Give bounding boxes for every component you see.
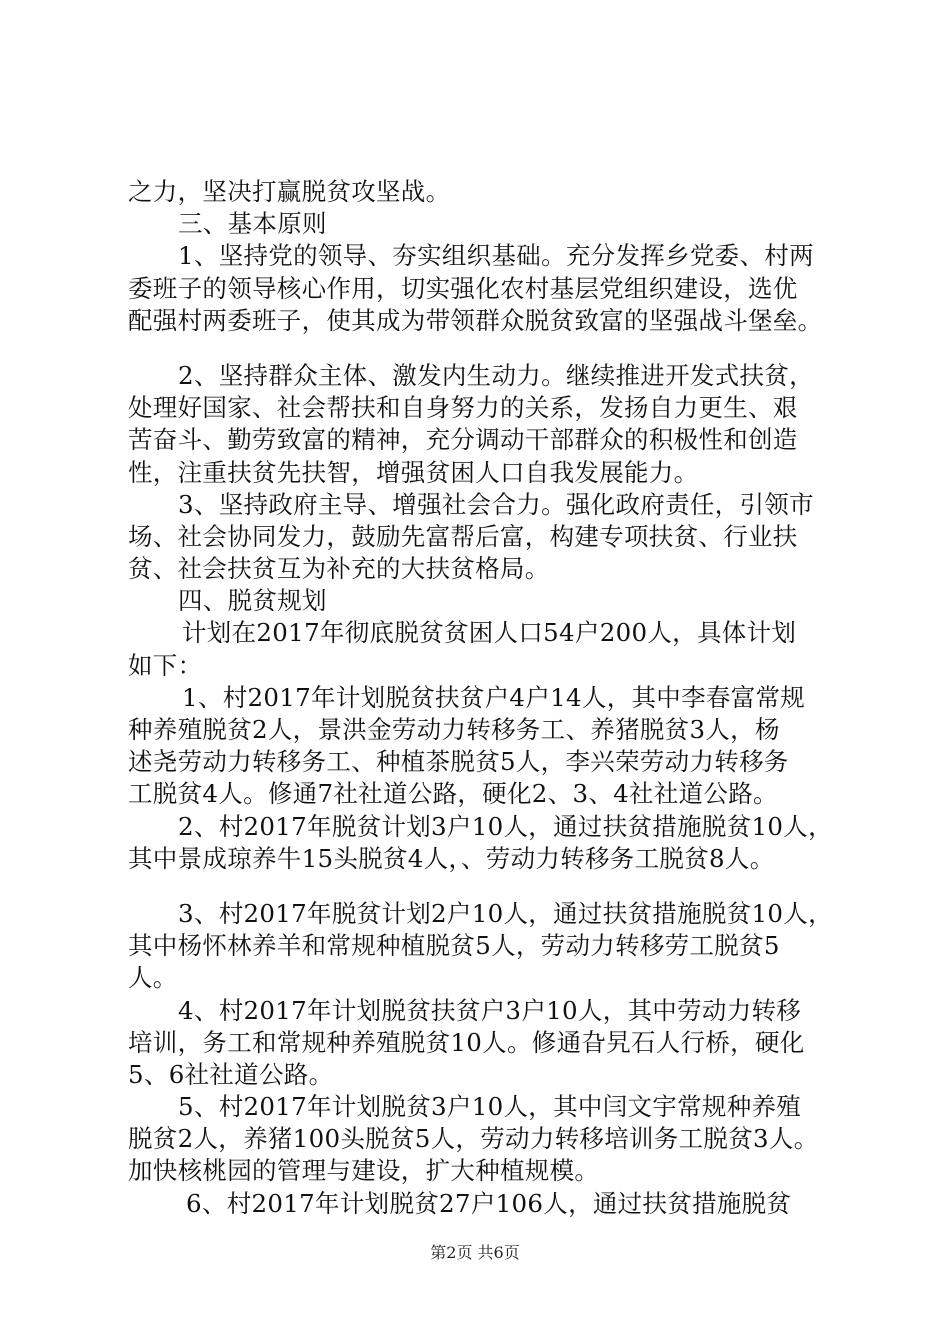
section-heading-plan: 四、脱贫规划 [178,586,327,616]
paragraph-line: 5、6社社道公路。 [128,1059,334,1089]
paragraph-line: 述尧劳动力转移务工、种植茶脱贫5人，李兴荣劳动力转移务 [128,747,789,777]
paragraph-line: 6、村2017年计划脱贫27户106人，通过扶贫措施脱贫 [186,1188,792,1218]
paragraph-line: 1、坚持党的领导、夯实组织基础。充分发挥乡党委、村两 [178,241,814,271]
paragraph-line: 3、坚持政府主导、增强社会合力。强化政府责任，引领市 [178,489,814,519]
paragraph-line: 2、坚持群众主体、激发内生动力。继续推进开发式扶贫， [178,360,814,390]
paragraph-line: 5、村2017年计划脱贫3户10人，其中闫文宇常规种养殖 [178,1092,802,1122]
paragraph-line: 培训，务工和常规种养殖脱贫10人。修通旮旯石人行桥，硬化 [128,1027,805,1057]
paragraph-line: 计划在2017年彻底脱贫贫困人口54户200人，具体计划 [182,618,797,648]
paragraph-line: 性，注重扶贫先扶智，增强贫困人口自我发展能力。 [128,457,699,487]
paragraph-line: 委班子的领导核心作用，切实强化农村基层党组织建设，选优 [128,273,798,303]
paragraph-line: 贫、社会扶贫互为补充的大扶贫格局。 [128,554,550,584]
paragraph-gap [128,337,848,360]
paragraph-line: 配强村两委班子，使其成为带领群众脱贫致富的坚强战斗堡垒。 [128,305,823,335]
paragraph-line: 1、村2017年计划脱贫扶贫户4户14人，其中李春富常规 [182,682,806,712]
paragraph-line: 种养殖脱贫2人，景洪金劳动力转移务工、养猪脱贫3人，杨 [128,715,780,744]
paragraph-line: 人。 [128,963,178,993]
paragraph-gap [128,875,848,898]
paragraph-line: 加快核桃园的管理与建设，扩大种植规模。 [128,1156,600,1186]
page-footer: 第2页 共6页 [430,1243,520,1262]
paragraph-line: 如下： [128,650,203,680]
paragraph-line: 之力，坚决打赢脱贫攻坚战。 [128,177,451,206]
paragraph-line: 3、村2017年脱贫计划2户10人，通过扶贫措施脱贫10人， [178,898,833,928]
paragraph-line: 4、村2017年计划脱贫扶贫户3户10人，其中劳动力转移 [178,995,802,1025]
document-body [128,176,848,1220]
paragraph-line: 其中杨怀林养羊和常规种植脱贫5人，劳动力转移劳工脱贫5 [128,931,780,961]
paragraph-line: 苦奋斗、勤劳致富的精神，充分调动干部群众的积极性和创造 [128,425,798,455]
paragraph-line: 2、村2017年脱贫计划3户10人，通过扶贫措施脱贫10人， [178,811,833,841]
section-heading-principles: 三、基本原则 [178,209,327,239]
paragraph-line: 处理好国家、社会帮扶和自身努力的关系，发扬自力更生、艰 [128,393,798,423]
paragraph-line: 场、社会协同发力，鼓励先富帮后富，构建专项扶贫、行业扶 [128,521,798,551]
paragraph-line: 工脱贫4人。修通7社社道公路，硬化2、3、4社社道公路。 [128,779,778,809]
paragraph-line: 其中景成琼养牛15头脱贫4人，、劳动力转移务工脱贫8人。 [128,843,775,873]
paragraph-line: 脱贫2人，养猪100头脱贫5人，劳动力转移培训务工脱贫3人。 [128,1124,819,1154]
